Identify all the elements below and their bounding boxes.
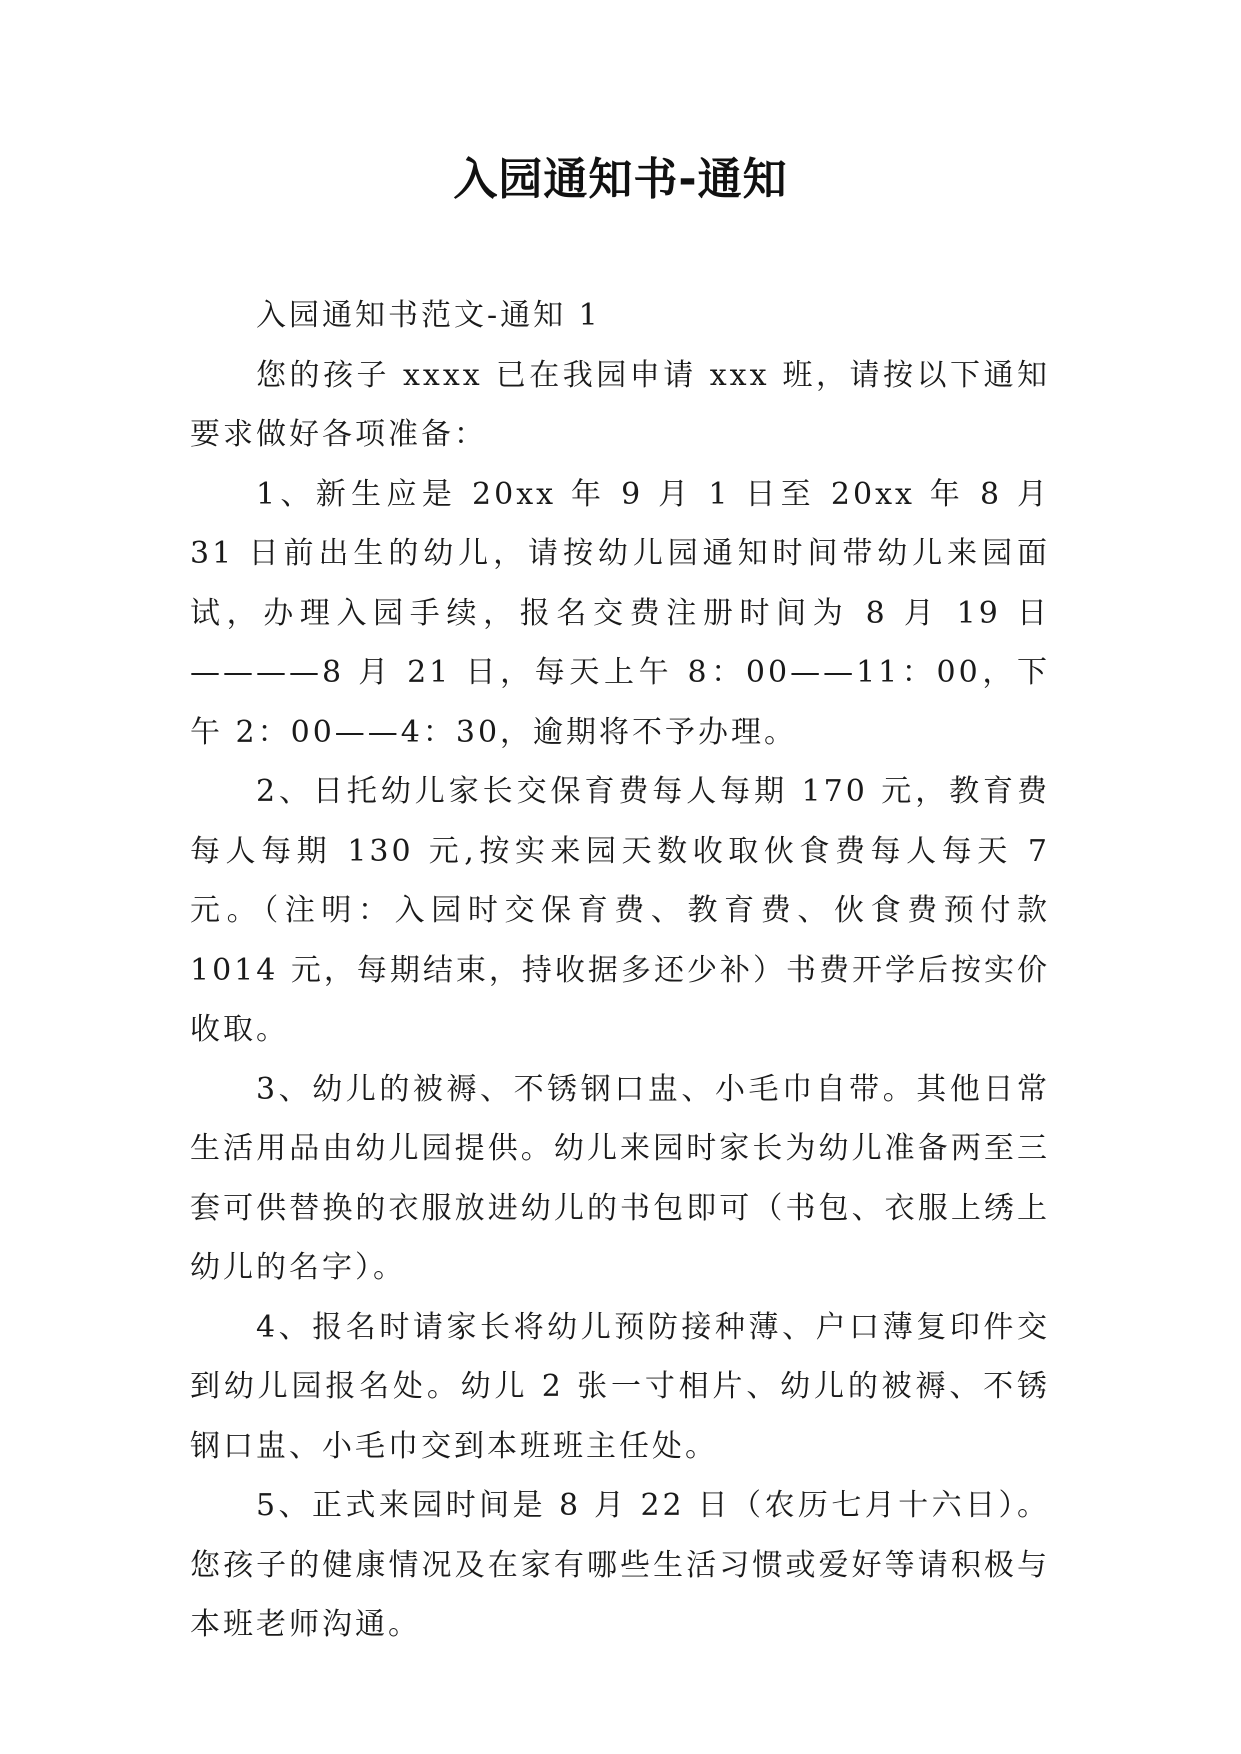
document-body — [190, 286, 1050, 1655]
intro-paragraph: 您的孩子 xxxx 已在我园申请 xxx 班，请按以下通知要求做好各项准备： — [190, 357, 1050, 452]
notice-item-3: 3、幼儿的被褥、不锈钢口盅、小毛巾自带。其他日常生活用品由幼儿园提供。幼儿来园时家长为幼儿准备两至三套可供替换的衣服放进幼儿的书包即可（书包、衣服上绣上幼儿的名字）。 — [190, 1071, 1050, 1285]
notice-item-1: 1、新生应是 20xx 年 9 月 1 日至 20xx 年 8 月 31 日前出生的幼儿，请按幼儿园通知时间带幼儿来园面试，办理入园手续，报名交费注册时间为 8 月 19 日————8 月 21 日，每天上午 8：00——11：00，下午 2：00——4：30，逾期将不予办理。 — [190, 476, 1050, 750]
notice-item-4: 4、报名时请家长将幼儿预防接种薄、户口薄复印件交到幼儿园报名处。幼儿 2 张一寸相片、幼儿的被褥、不锈钢口盅、小毛巾交到本班班主任处。 — [190, 1309, 1050, 1464]
notice-item-2: 2、日托幼儿家长交保育费每人每期 170 元，教育费每人每期 130 元,按实来园天数收取伙食费每人每天 7 元。（注明：入园时交保育费、教育费、伙食费预付款 1014 元，每期结束，持收据多还少补）书费开学后按实价收取。 — [190, 774, 1050, 1047]
section-heading: 入园通知书范文-通知 1 — [256, 298, 601, 333]
notice-item-5: 5、正式来园时间是 8 月 22 日（农历七月十六日）。您孩子的健康情况及在家有哪些生活习惯或爱好等请积极与本班老师沟通。 — [190, 1488, 1050, 1642]
page-title: 入园通知书-通知 — [453, 154, 788, 205]
